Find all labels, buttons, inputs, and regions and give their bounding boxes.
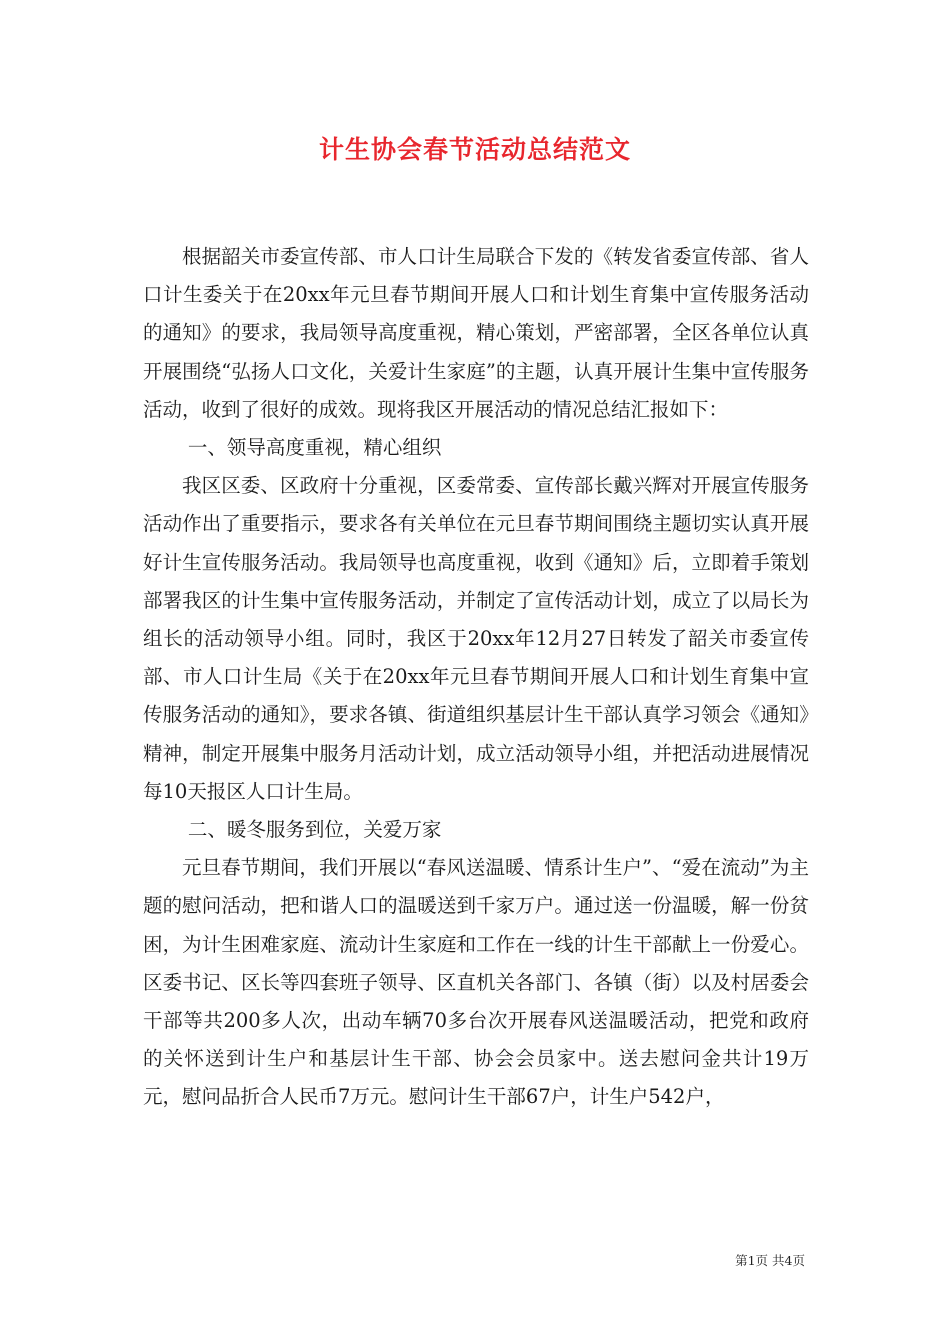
paragraph-section-2: 元旦春节期间，我们开展以“春风送温暖、情系计生户”、“爱在流动”为主题的慰问活动，把和谐人口的温暖送到千家万户。通过送一份温暖，解一份贫困，为计生困难家庭、流动计生家庭和工作在一线的计生干部献上一份爱心。区委书记、区长等四套班子领导、区直机关各部门、各镇（街）以及村居委会干部等共200多人次，出动车辆70多台次开展春风送温暖活动，把党和政府的关怀送到计生户和基层计生干部、协会会员家中。送去慰问金共计19万元，慰问品折合人民币7万元。慰问计生干部67户，计生户542户， <box>143 856 809 1109</box>
page-title: 计生协会春节活动总结范文 <box>318 135 631 164</box>
document-body <box>143 238 809 1117</box>
page-number: 第1页 共4页 <box>735 1253 805 1268</box>
paragraph-intro: 根据韶关市委宣传部、市人口计生局联合下发的《转发省委宣传部、省人口计生委关于在20xx年元旦春节期间开展人口和计划生育集中宣传服务活动的通知》的要求，我局领导高度重视，精心策划，严密部署，全区各单位认真开展围绕“弘扬人口文化，关爱计生家庭”的主题，认真开展计生集中宣传服务活动，收到了很好的成效。现将我区开展活动的情况总结汇报如下： <box>143 245 809 421</box>
section-heading-1: 一、领导高度重视，精心组织 <box>187 436 442 460</box>
paragraph-section-1: 我区区委、区政府十分重视，区委常委、宣传部长戴兴辉对开展宣传服务活动作出了重要指示，要求各有关单位在元旦春节期间围绕主题切实认真开展好计生宣传服务活动。我局领导也高度重视，收到《通知》后，立即着手策划部署我区的计生集中宣传服务活动，并制定了宣传活动计划，成立了以局长为组长的活动领导小组。同时，我区于20xx年12月27日转发了韶关市委宣传部、市人口计生局《关于在20xx年元旦春节期间开展人口和计划生育集中宣传服务活动的通知》，要求各镇、街道组织基层计生干部认真学习领会《通知》精神，制定开展集中服务月活动计划，成立活动领导小组，并把活动进展情况每10天报区人口计生局。 <box>143 474 809 803</box>
section-heading-2: 二、暖冬服务到位，关爱万家 <box>187 818 442 842</box>
